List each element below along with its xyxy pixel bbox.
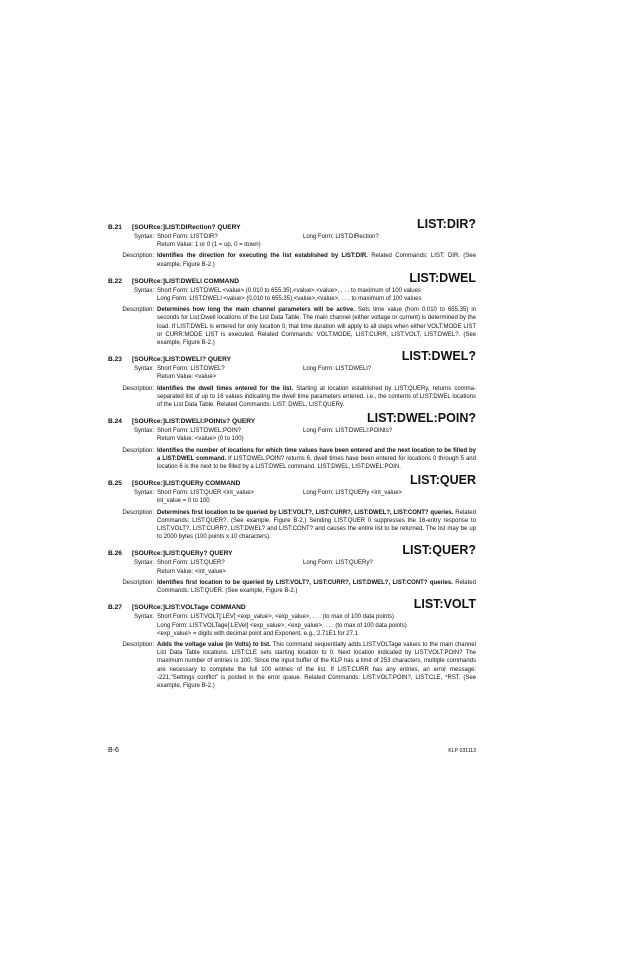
description-label: Description: bbox=[122, 579, 154, 586]
section-number: B.25 bbox=[108, 480, 122, 488]
syntax-label: Syntax: bbox=[133, 366, 154, 373]
description-row bbox=[108, 641, 476, 690]
long-form: Long Form: LIST:DIRection? bbox=[303, 234, 379, 240]
description-label: Description: bbox=[122, 307, 154, 314]
section-list-quer-query bbox=[108, 544, 476, 595]
section-header bbox=[108, 474, 476, 487]
section-header bbox=[108, 598, 476, 611]
command-mnemonic: LIST:DWEL:POIN? bbox=[366, 411, 476, 426]
description-text: Starting at location established by LIST:QUERy, returns comma-separated list of up to 16 values indicating the dwell time parameters entered. i.e., the contents of LIST:DWEL locations of the List Data Table. Related Commands: LIST: DWEL, LIST:QUERy. bbox=[157, 385, 476, 409]
long-form: Long Form: LIST:QUERy <int_value> bbox=[303, 490, 403, 497]
description-row bbox=[108, 385, 476, 410]
short-form: Short Form: LIST:QUER <int_value> bbox=[157, 490, 255, 497]
section-title: [SOURce:]LIST:QUERy? QUERY bbox=[132, 550, 233, 558]
command-mnemonic: LIST:QUER? bbox=[402, 543, 476, 558]
section-header bbox=[108, 218, 476, 231]
return-value: Return Value: 1 or 0 (1 = up, 0 = down) bbox=[157, 242, 261, 249]
value-range: int_value = 0 to 100 bbox=[157, 498, 210, 505]
manual-page bbox=[108, 218, 476, 693]
description-label: Description: bbox=[122, 447, 154, 454]
section-number: B.26 bbox=[108, 550, 122, 558]
command-mnemonic: LIST:DWEL? bbox=[401, 349, 476, 364]
description-bold: Determines how long the main channel parameters will be active. bbox=[157, 307, 356, 314]
document-id: KLP 031113 bbox=[448, 748, 476, 754]
section-header bbox=[108, 544, 476, 557]
syntax-row bbox=[108, 365, 476, 381]
syntax-row bbox=[108, 559, 476, 575]
page-number: B-6 bbox=[108, 747, 119, 754]
long-form: Long Form: LIST:DWELl:POINts? bbox=[303, 428, 393, 435]
section-title: [SOURce:]LIST:DIRection? QUERY bbox=[132, 224, 241, 231]
description-text: Related Commands: LIST:QUER. (See example, Figure B-2.) bbox=[157, 579, 476, 595]
short-form: Short Form: LIST:QUER? bbox=[157, 560, 225, 567]
section-title: [SOURce:]LIST:DWELl:POINts? QUERY bbox=[132, 418, 256, 426]
long-form: Long Form: LIST:DWELl <value> (0.010 to 655.35),<value>,<value>, . . . to maximum of 100 values bbox=[157, 296, 422, 303]
short-form: Short Form: LIST:DWEL:POIN? bbox=[157, 428, 242, 435]
section-list-quer-command bbox=[108, 474, 476, 541]
syntax-label: Syntax: bbox=[133, 490, 154, 497]
command-mnemonic: LIST:DWEL bbox=[409, 270, 476, 285]
description-text: Sets time value (from 0.010 to 655.35) in seconds for List:Dwell locations of the List Data Table. The main channel (either voltage or current) is determined by the load. If LIST:DWEL is entered for only location 0, that time duration will apply to all steps when either VOLT:MODE LIST or CURR:MODE LIST is executed. Related Commands: VOLT:MODE, LIST:CURR, LIST:VOLT, LIST:DWEL?. (See example, Figure B-2.) bbox=[157, 307, 476, 347]
value-format: <exp_value> = digits with decimal point and Exponent, e.g., 2.71E1 for 27.1 bbox=[157, 630, 358, 637]
description-label: Description: bbox=[122, 385, 154, 392]
description-text: Related Commands: LIST: DIR. (See example, Figure B-2.) bbox=[157, 253, 476, 268]
long-form: Long Form: LIST:QUERy? bbox=[303, 560, 373, 567]
description-bold: Adds the voltage value (in Volts) to list. bbox=[157, 641, 271, 648]
syntax-row bbox=[108, 489, 476, 505]
section-number: B.24 bbox=[108, 418, 122, 426]
description-row bbox=[108, 252, 476, 268]
command-mnemonic: LIST:QUER bbox=[410, 473, 476, 488]
command-mnemonic: LIST:DIR? bbox=[416, 217, 476, 231]
section-header bbox=[108, 412, 476, 425]
section-list-dwel-query bbox=[108, 350, 476, 409]
long-form: Long Form: LIST:DWELl? bbox=[303, 366, 372, 373]
syntax-row bbox=[108, 613, 476, 638]
section-number: B.21 bbox=[108, 224, 122, 231]
description-text: This command sequentially adds LIST:VOLTage values to the main channel List Data Table locations. LIST:CLE sets starting location to 0. Next location indicated by LIST:VOLT:POIN? The maximum number of entries is 100. Since the input buffer of the KLP has a limit of 253 characters, multiple commands are necessary to complete the full 100 entries of the list. If LIST:CURR has any entries, an error message: -221,"Settings conflict" is posted in the error queue. Related Commands: LIST:VOLT:POIN?, LIST:CLE, *RST. (See example, Figure B-2.) bbox=[157, 641, 476, 689]
description-bold: Determines first location to be queried by LIST:VOLT?, LIST:CURR?, LIST:DWEL?, LIST:CONT? queries. bbox=[157, 509, 454, 516]
section-list-dir-query bbox=[108, 218, 476, 269]
description-row bbox=[108, 509, 476, 542]
description-bold: Identifies the direction for executing the list established by LIST:DIR. bbox=[157, 253, 368, 260]
short-form: Short Form: LIST:VOLT[:LEV] <exp_value>, <exp_value>, . . . (to max of 100 data points) bbox=[157, 614, 395, 621]
section-title: [SOURce:]LIST:QUERy COMMAND bbox=[132, 480, 241, 488]
section-title: [SOURce:]LIST:VOLTage COMMAND bbox=[132, 604, 246, 612]
section-list-dwel-command bbox=[108, 272, 476, 347]
syntax-label: Syntax: bbox=[133, 287, 154, 294]
section-title: [SOURce:]LIST:DWELl? QUERY bbox=[132, 356, 232, 364]
description-bold: Identifies the dwell times entered for the list. bbox=[157, 385, 294, 392]
return-value: Return Value: <int_value> bbox=[157, 568, 226, 575]
description-label: Description: bbox=[122, 253, 154, 260]
command-mnemonic: LIST:VOLT bbox=[413, 597, 476, 612]
short-form: Short Form: LIST:DWEL <value> (0.010 to 655.35),<value>,<value>, . . . to maximum of 100 values bbox=[157, 287, 421, 294]
description-bold: Identifies first location to be queried by LIST:VOLT?, LIST:CURR?, LIST:DWEL?, LIST:CONT? queries. bbox=[157, 579, 453, 586]
syntax-label: Syntax: bbox=[133, 614, 154, 621]
description-row bbox=[108, 579, 476, 595]
syntax-label: Syntax: bbox=[133, 234, 154, 240]
long-form: Long Form: LIST:VOLTage[:LEVel] <exp_value>, <exp_value>, . . . (to max of 100 data points) bbox=[157, 622, 407, 629]
description-label: Description: bbox=[122, 509, 154, 516]
description-row bbox=[108, 447, 476, 472]
syntax-row bbox=[108, 233, 476, 249]
section-number: B.22 bbox=[108, 277, 122, 285]
description-row bbox=[108, 306, 476, 347]
section-header bbox=[108, 272, 476, 285]
section-number: B.27 bbox=[108, 604, 122, 612]
short-form: Short Form: LIST:DWEL? bbox=[157, 366, 225, 373]
syntax-row bbox=[108, 287, 476, 303]
syntax-label: Syntax: bbox=[133, 560, 154, 567]
section-list-dwel-poin-query bbox=[108, 412, 476, 471]
syntax-label: Syntax: bbox=[133, 428, 154, 435]
section-title: [SOURce:]LIST:DWELl COMMAND bbox=[132, 277, 239, 285]
return-value: Return Value: <value> (0 to 100) bbox=[157, 436, 244, 443]
section-list-volt-command bbox=[108, 598, 476, 690]
description-text: Related Commands: LIST:QUER?. (See example, Figure B-2.) Sending LIST:QUER 0 suppresses the 16-entry response to LIST:VOLT?, LIST:CURR?, LIST:DWEL? and LIST:CONT? and causes the entire list to be returned. The list may be up to 2000 bytes (100 points x 10 characters). bbox=[157, 509, 476, 541]
description-bold: Identifies the number of locations for which time values have been entered and the next location to be filled by a LIST:DWEL command. bbox=[157, 447, 476, 462]
description-text: If LIST:DWEL:POIN? returns 6, dwell times have been entered for locations 0 through 5 and location 6 is the next to be filled by a LIST:DWEL command. LIST:DWEL, LIST:DWEL:POIN. bbox=[157, 455, 476, 471]
syntax-row bbox=[108, 427, 476, 443]
return-value: Return Value: <value> bbox=[157, 374, 217, 381]
description-label: Description: bbox=[122, 641, 154, 648]
short-form: Short Form: LIST:DIR? bbox=[157, 234, 218, 240]
section-header bbox=[108, 350, 476, 363]
section-number: B.23 bbox=[108, 356, 122, 364]
